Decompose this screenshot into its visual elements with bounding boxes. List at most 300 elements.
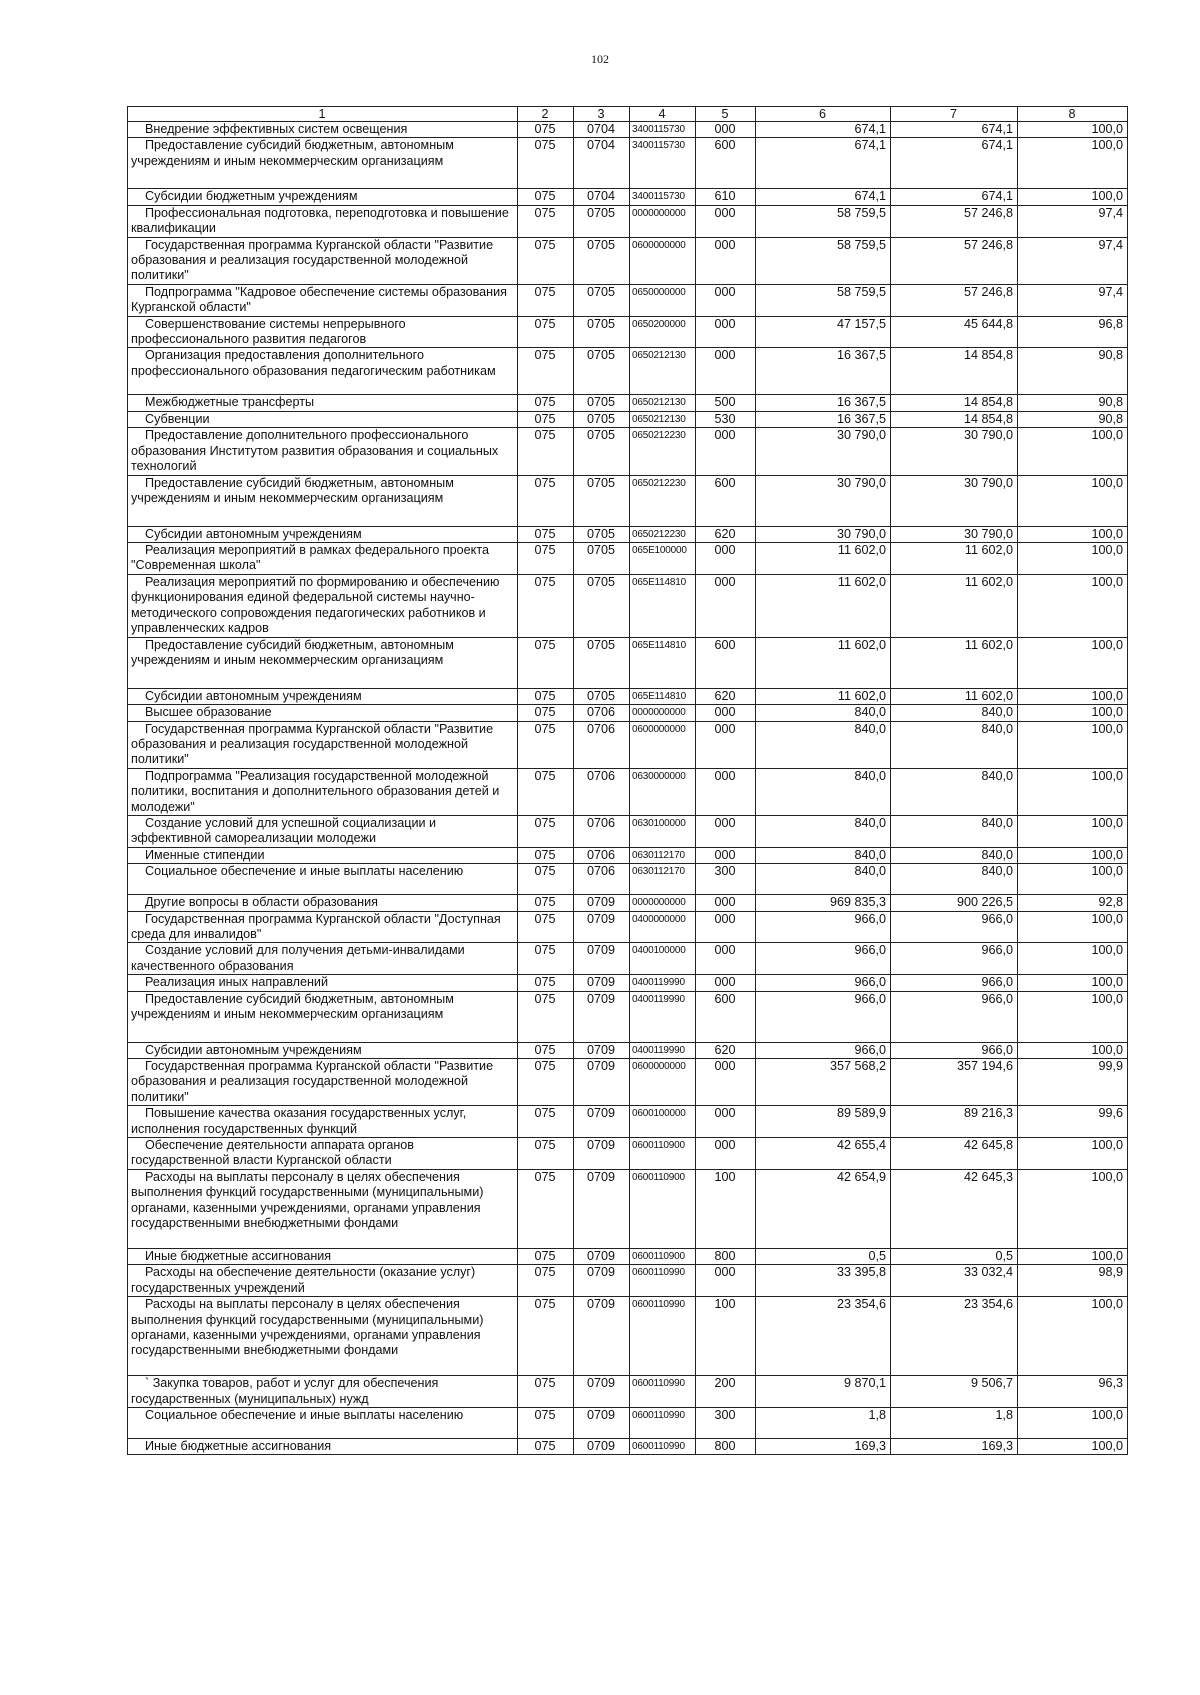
cell-executed: 840,0 <box>891 815 1018 847</box>
table-row <box>128 991 1128 1042</box>
cell-target-code: 0000000000 <box>630 705 696 721</box>
cell-name <box>128 688 518 704</box>
row-title: Профессиональная подготовка, переподготовка и повышение квалификации <box>131 205 509 236</box>
cell-admin-code: 075 <box>518 475 574 526</box>
cell-planned: 840,0 <box>756 705 891 721</box>
row-title: Межбюджетные трансферты <box>145 395 315 410</box>
cell-name <box>128 475 518 526</box>
cell-percent: 100,0 <box>1018 122 1128 138</box>
cell-planned: 969 835,3 <box>756 895 891 911</box>
cell-section-code: 0709 <box>574 975 630 991</box>
row-title: Субсидии бюджетным учреждениям <box>145 189 358 204</box>
cell-admin-code: 075 <box>518 1407 574 1438</box>
cell-name <box>128 284 518 316</box>
cell-planned: 966,0 <box>756 975 891 991</box>
cell-name <box>128 721 518 768</box>
row-title: Реализация иных направлений <box>145 975 328 990</box>
cell-expense-type: 610 <box>696 189 756 205</box>
cell-expense-type: 000 <box>696 542 756 574</box>
header-col-8: 8 <box>1018 107 1128 122</box>
table-row <box>128 721 1128 768</box>
row-title: ` Закупка товаров, работ и услуг для обеспечения государственных (муниципальных) нужд <box>131 1376 439 1406</box>
cell-section-code: 0705 <box>574 316 630 348</box>
cell-admin-code: 075 <box>518 895 574 911</box>
cell-section-code: 0709 <box>574 1407 630 1438</box>
cell-expense-type: 000 <box>696 122 756 138</box>
cell-target-code: 0630100000 <box>630 815 696 847</box>
header-col-7: 7 <box>891 107 1018 122</box>
cell-name <box>128 847 518 863</box>
cell-executed: 900 226,5 <box>891 895 1018 911</box>
cell-target-code: 0000000000 <box>630 895 696 911</box>
cell-section-code: 0705 <box>574 348 630 395</box>
cell-section-code: 0706 <box>574 864 630 895</box>
cell-percent: 100,0 <box>1018 847 1128 863</box>
table-row <box>128 475 1128 526</box>
cell-expense-type: 800 <box>696 1248 756 1264</box>
cell-name <box>128 864 518 895</box>
cell-target-code: 0400100000 <box>630 943 696 975</box>
cell-name <box>128 1297 518 1376</box>
cell-expense-type: 000 <box>696 237 756 284</box>
cell-planned: 966,0 <box>756 943 891 975</box>
cell-target-code: 0600110990 <box>630 1265 696 1297</box>
cell-admin-code: 075 <box>518 637 574 688</box>
cell-percent: 100,0 <box>1018 1407 1128 1438</box>
cell-percent: 92,8 <box>1018 895 1128 911</box>
cell-section-code: 0705 <box>574 542 630 574</box>
cell-admin-code: 075 <box>518 1265 574 1297</box>
cell-executed: 30 790,0 <box>891 475 1018 526</box>
cell-percent: 100,0 <box>1018 475 1128 526</box>
cell-planned: 169,3 <box>756 1438 891 1454</box>
table-row <box>128 1138 1128 1170</box>
row-title: Расходы на выплаты персоналу в целях обеспечения выполнения функций государственными (муниципальными) органами, казенными учреждениями, органами управления государственными внебюджетными фондами <box>131 1297 484 1358</box>
cell-name <box>128 991 518 1042</box>
table-row <box>128 574 1128 637</box>
cell-name <box>128 1138 518 1170</box>
row-title: Реализация мероприятий в рамках федерального проекта "Современная школа" <box>131 542 489 573</box>
cell-expense-type: 000 <box>696 574 756 637</box>
cell-target-code: 0630000000 <box>630 768 696 815</box>
cell-expense-type: 600 <box>696 991 756 1042</box>
cell-section-code: 0704 <box>574 122 630 138</box>
table-row <box>128 768 1128 815</box>
cell-expense-type: 100 <box>696 1169 756 1248</box>
row-title: Расходы на обеспечение деятельности (оказание услуг) государственных учреждений <box>131 1265 476 1295</box>
row-title: Создание условий для успешной социализации и эффективной самореализации молодежи <box>131 815 437 846</box>
cell-name <box>128 895 518 911</box>
header-row <box>128 107 1128 122</box>
cell-executed: 966,0 <box>891 911 1018 943</box>
cell-admin-code: 075 <box>518 1169 574 1248</box>
cell-section-code: 0705 <box>574 428 630 475</box>
cell-expense-type: 000 <box>696 1265 756 1297</box>
table-row <box>128 1106 1128 1138</box>
cell-planned: 11 602,0 <box>756 574 891 637</box>
row-title: Предоставление субсидий бюджетным, автономным учреждениям и иным некоммерческим организациям <box>131 991 454 1022</box>
cell-section-code: 0706 <box>574 815 630 847</box>
cell-percent: 100,0 <box>1018 574 1128 637</box>
cell-section-code: 0709 <box>574 1138 630 1170</box>
cell-target-code: 0600000000 <box>630 721 696 768</box>
row-title: Государственная программа Курганской области "Развитие образования и реализация государственной молодежной политики" <box>131 721 494 767</box>
cell-expense-type: 000 <box>696 428 756 475</box>
cell-section-code: 0706 <box>574 721 630 768</box>
cell-section-code: 0709 <box>574 1265 630 1297</box>
cell-target-code: 0600110990 <box>630 1407 696 1438</box>
cell-executed: 42 645,3 <box>891 1169 1018 1248</box>
cell-name <box>128 542 518 574</box>
cell-expense-type: 300 <box>696 1407 756 1438</box>
row-title: Иные бюджетные ассигнования <box>145 1438 332 1453</box>
cell-name <box>128 637 518 688</box>
cell-target-code: 0000000000 <box>630 205 696 237</box>
table-row <box>128 348 1128 395</box>
cell-section-code: 0706 <box>574 847 630 863</box>
cell-target-code: 0650212130 <box>630 348 696 395</box>
cell-name <box>128 1169 518 1248</box>
table-row <box>128 911 1128 943</box>
cell-admin-code: 075 <box>518 943 574 975</box>
cell-percent: 100,0 <box>1018 705 1128 721</box>
row-title: Повышение качества оказания государственных услуг, исполнения государственных функций <box>131 1106 467 1136</box>
row-title: Иные бюджетные ассигнования <box>145 1248 332 1263</box>
cell-section-code: 0709 <box>574 1248 630 1264</box>
cell-executed: 14 854,8 <box>891 411 1018 427</box>
cell-admin-code: 075 <box>518 205 574 237</box>
cell-target-code: 0630112170 <box>630 864 696 895</box>
cell-planned: 840,0 <box>756 847 891 863</box>
table-row <box>128 526 1128 542</box>
cell-section-code: 0706 <box>574 768 630 815</box>
cell-percent: 100,0 <box>1018 526 1128 542</box>
cell-planned: 840,0 <box>756 864 891 895</box>
cell-name <box>128 122 518 138</box>
cell-planned: 840,0 <box>756 815 891 847</box>
cell-expense-type: 620 <box>696 688 756 704</box>
cell-target-code: 0650212230 <box>630 428 696 475</box>
cell-planned: 966,0 <box>756 911 891 943</box>
row-title: Высшее образование <box>145 705 272 720</box>
cell-section-code: 0705 <box>574 475 630 526</box>
cell-target-code: 0650000000 <box>630 284 696 316</box>
cell-expense-type: 000 <box>696 943 756 975</box>
cell-target-code: 3400115730 <box>630 189 696 205</box>
cell-expense-type: 000 <box>696 911 756 943</box>
cell-target-code: 065E100000 <box>630 542 696 574</box>
cell-expense-type: 500 <box>696 395 756 411</box>
cell-target-code: 0600110990 <box>630 1297 696 1376</box>
cell-executed: 42 645,8 <box>891 1138 1018 1170</box>
cell-name <box>128 943 518 975</box>
cell-target-code: 0600110990 <box>630 1438 696 1454</box>
cell-admin-code: 075 <box>518 1297 574 1376</box>
cell-admin-code: 075 <box>518 316 574 348</box>
cell-section-code: 0705 <box>574 205 630 237</box>
cell-executed: 57 246,8 <box>891 205 1018 237</box>
cell-expense-type: 100 <box>696 1297 756 1376</box>
cell-admin-code: 075 <box>518 284 574 316</box>
cell-executed: 840,0 <box>891 768 1018 815</box>
cell-expense-type: 800 <box>696 1438 756 1454</box>
cell-executed: 11 602,0 <box>891 688 1018 704</box>
row-title: Субсидии автономным учреждениям <box>145 526 362 541</box>
cell-target-code: 3400115730 <box>630 138 696 189</box>
cell-expense-type: 000 <box>696 815 756 847</box>
table-row <box>128 688 1128 704</box>
row-title: Подпрограмма "Реализация государственной молодежной политики, воспитания и дополнительного образования детей и молодежи" <box>131 768 500 814</box>
table-row <box>128 189 1128 205</box>
cell-percent: 97,4 <box>1018 237 1128 284</box>
cell-name <box>128 1407 518 1438</box>
cell-admin-code: 075 <box>518 411 574 427</box>
cell-section-code: 0705 <box>574 574 630 637</box>
cell-admin-code: 075 <box>518 122 574 138</box>
cell-executed: 89 216,3 <box>891 1106 1018 1138</box>
page-number: 102 <box>591 52 609 66</box>
cell-expense-type: 000 <box>696 1138 756 1170</box>
cell-section-code: 0705 <box>574 237 630 284</box>
cell-percent: 99,6 <box>1018 1106 1128 1138</box>
cell-planned: 674,1 <box>756 122 891 138</box>
row-title: Расходы на выплаты персоналу в целях обеспечения выполнения функций государственными (муниципальными) органами, казенными учреждениями, органами управления государственными внебюджетными фондами <box>131 1169 484 1231</box>
row-title: Предоставление субсидий бюджетным, автономным учреждениям и иным некоммерческим организациям <box>131 138 454 168</box>
table-row <box>128 316 1128 348</box>
cell-section-code: 0705 <box>574 637 630 688</box>
cell-section-code: 0709 <box>574 1297 630 1376</box>
cell-name <box>128 138 518 189</box>
cell-target-code: 0650212230 <box>630 475 696 526</box>
cell-section-code: 0709 <box>574 911 630 943</box>
cell-target-code: 0630112170 <box>630 847 696 863</box>
cell-executed: 966,0 <box>891 991 1018 1042</box>
table-row <box>128 1059 1128 1106</box>
cell-name <box>128 975 518 991</box>
cell-planned: 11 602,0 <box>756 637 891 688</box>
cell-planned: 11 602,0 <box>756 542 891 574</box>
cell-expense-type: 000 <box>696 316 756 348</box>
table-row <box>128 122 1128 138</box>
cell-percent: 99,9 <box>1018 1059 1128 1106</box>
cell-planned: 9 870,1 <box>756 1376 891 1408</box>
cell-admin-code: 075 <box>518 526 574 542</box>
cell-name <box>128 705 518 721</box>
cell-executed: 966,0 <box>891 975 1018 991</box>
cell-section-code: 0709 <box>574 1438 630 1454</box>
cell-percent: 100,0 <box>1018 637 1128 688</box>
cell-section-code: 0709 <box>574 1042 630 1058</box>
cell-target-code: 0650212130 <box>630 395 696 411</box>
cell-section-code: 0709 <box>574 895 630 911</box>
cell-admin-code: 075 <box>518 815 574 847</box>
cell-executed: 14 854,8 <box>891 348 1018 395</box>
table-body <box>128 122 1128 1455</box>
table-row <box>128 1376 1128 1408</box>
budget-table <box>127 106 1128 1455</box>
cell-planned: 357 568,2 <box>756 1059 891 1106</box>
cell-section-code: 0706 <box>574 705 630 721</box>
header-col-4: 4 <box>630 107 696 122</box>
cell-expense-type: 000 <box>696 705 756 721</box>
cell-planned: 16 367,5 <box>756 395 891 411</box>
cell-executed: 30 790,0 <box>891 526 1018 542</box>
cell-target-code: 065E114810 <box>630 637 696 688</box>
row-title: Создание условий для получения детьми-инвалидами качественного образования <box>131 943 465 973</box>
cell-executed: 674,1 <box>891 189 1018 205</box>
cell-planned: 58 759,5 <box>756 237 891 284</box>
table-row <box>128 943 1128 975</box>
cell-percent: 98,9 <box>1018 1265 1128 1297</box>
cell-target-code: 0600000000 <box>630 1059 696 1106</box>
cell-planned: 47 157,5 <box>756 316 891 348</box>
cell-percent: 100,0 <box>1018 1042 1128 1058</box>
cell-executed: 840,0 <box>891 864 1018 895</box>
cell-executed: 674,1 <box>891 122 1018 138</box>
table-row <box>128 411 1128 427</box>
cell-admin-code: 075 <box>518 1138 574 1170</box>
cell-admin-code: 075 <box>518 688 574 704</box>
cell-expense-type: 600 <box>696 475 756 526</box>
table-row <box>128 1438 1128 1454</box>
cell-name <box>128 237 518 284</box>
row-title: Совершенствование системы непрерывного профессионального развития педагогов <box>131 316 406 347</box>
cell-section-code: 0705 <box>574 688 630 704</box>
cell-executed: 45 644,8 <box>891 316 1018 348</box>
cell-target-code: 0650212230 <box>630 526 696 542</box>
row-title: Государственная программа Курганской области "Развитие образования и реализация государственной молодежной политики" <box>131 237 494 283</box>
cell-planned: 16 367,5 <box>756 411 891 427</box>
cell-executed: 23 354,6 <box>891 1297 1018 1376</box>
cell-section-code: 0705 <box>574 395 630 411</box>
row-title: Обеспечение деятельности аппарата органов государственной власти Курганской области <box>131 1138 414 1168</box>
table-row <box>128 1407 1128 1438</box>
cell-planned: 11 602,0 <box>756 688 891 704</box>
cell-percent: 100,0 <box>1018 138 1128 189</box>
cell-expense-type: 620 <box>696 1042 756 1058</box>
cell-planned: 840,0 <box>756 721 891 768</box>
cell-percent: 100,0 <box>1018 815 1128 847</box>
cell-percent: 100,0 <box>1018 721 1128 768</box>
table-row <box>128 284 1128 316</box>
row-title: Социальное обеспечение и иные выплаты населению <box>145 864 464 879</box>
cell-target-code: 3400115730 <box>630 122 696 138</box>
cell-percent: 100,0 <box>1018 1138 1128 1170</box>
table-row <box>128 1265 1128 1297</box>
cell-target-code: 0400119990 <box>630 991 696 1042</box>
cell-percent: 97,4 <box>1018 205 1128 237</box>
cell-executed: 11 602,0 <box>891 574 1018 637</box>
cell-name <box>128 526 518 542</box>
cell-expense-type: 000 <box>696 205 756 237</box>
cell-admin-code: 075 <box>518 1376 574 1408</box>
cell-target-code: 0650212130 <box>630 411 696 427</box>
table-row <box>128 1297 1128 1376</box>
cell-expense-type: 600 <box>696 637 756 688</box>
cell-section-code: 0709 <box>574 1059 630 1106</box>
table-row <box>128 847 1128 863</box>
cell-percent: 100,0 <box>1018 943 1128 975</box>
cell-planned: 58 759,5 <box>756 205 891 237</box>
cell-name <box>128 348 518 395</box>
cell-name <box>128 1438 518 1454</box>
cell-section-code: 0709 <box>574 1106 630 1138</box>
cell-expense-type: 000 <box>696 348 756 395</box>
cell-target-code: 0600110900 <box>630 1248 696 1264</box>
cell-target-code: 0600100000 <box>630 1106 696 1138</box>
cell-admin-code: 075 <box>518 1438 574 1454</box>
cell-section-code: 0705 <box>574 526 630 542</box>
cell-planned: 42 654,9 <box>756 1169 891 1248</box>
cell-target-code: 0400119990 <box>630 975 696 991</box>
cell-percent: 100,0 <box>1018 189 1128 205</box>
table-row <box>128 815 1128 847</box>
table-row <box>128 895 1128 911</box>
cell-executed: 14 854,8 <box>891 395 1018 411</box>
cell-percent: 100,0 <box>1018 991 1128 1042</box>
cell-admin-code: 075 <box>518 428 574 475</box>
cell-admin-code: 075 <box>518 1106 574 1138</box>
cell-target-code: 065E114810 <box>630 574 696 637</box>
cell-name <box>128 395 518 411</box>
cell-admin-code: 075 <box>518 1059 574 1106</box>
cell-expense-type: 620 <box>696 526 756 542</box>
cell-section-code: 0709 <box>574 943 630 975</box>
cell-executed: 57 246,8 <box>891 284 1018 316</box>
table-row <box>128 395 1128 411</box>
cell-section-code: 0709 <box>574 991 630 1042</box>
cell-target-code: 0600000000 <box>630 237 696 284</box>
cell-admin-code: 075 <box>518 1248 574 1264</box>
cell-expense-type: 530 <box>696 411 756 427</box>
cell-admin-code: 075 <box>518 721 574 768</box>
cell-admin-code: 075 <box>518 542 574 574</box>
row-title: Социальное обеспечение и иные выплаты населению <box>145 1407 464 1422</box>
cell-admin-code: 075 <box>518 1042 574 1058</box>
cell-planned: 30 790,0 <box>756 475 891 526</box>
cell-admin-code: 075 <box>518 395 574 411</box>
cell-admin-code: 075 <box>518 768 574 815</box>
cell-percent: 97,4 <box>1018 284 1128 316</box>
cell-executed: 11 602,0 <box>891 542 1018 574</box>
cell-target-code: 0600110900 <box>630 1138 696 1170</box>
row-title: Предоставление субсидий бюджетным, автономным учреждениям и иным некоммерческим организациям <box>131 637 454 668</box>
cell-planned: 966,0 <box>756 991 891 1042</box>
cell-percent: 100,0 <box>1018 542 1128 574</box>
table-row <box>128 1169 1128 1248</box>
cell-planned: 1,8 <box>756 1407 891 1438</box>
cell-expense-type: 300 <box>696 864 756 895</box>
cell-name <box>128 189 518 205</box>
cell-section-code: 0705 <box>574 284 630 316</box>
table-row <box>128 205 1128 237</box>
cell-percent: 100,0 <box>1018 864 1128 895</box>
cell-executed: 357 194,6 <box>891 1059 1018 1106</box>
cell-admin-code: 075 <box>518 911 574 943</box>
cell-name <box>128 411 518 427</box>
cell-expense-type: 000 <box>696 975 756 991</box>
cell-executed: 840,0 <box>891 705 1018 721</box>
cell-percent: 100,0 <box>1018 1297 1128 1376</box>
cell-target-code: 0600110900 <box>630 1169 696 1248</box>
cell-planned: 16 367,5 <box>756 348 891 395</box>
cell-percent: 100,0 <box>1018 688 1128 704</box>
cell-name <box>128 1248 518 1264</box>
cell-target-code: 0650200000 <box>630 316 696 348</box>
cell-executed: 966,0 <box>891 943 1018 975</box>
cell-target-code: 0600110990 <box>630 1376 696 1408</box>
row-title: Реализация мероприятий по формированию и обеспечению функционирования единой федеральной системы научно-методического сопровождения педагогических работников и управленческих кадров <box>131 574 500 635</box>
